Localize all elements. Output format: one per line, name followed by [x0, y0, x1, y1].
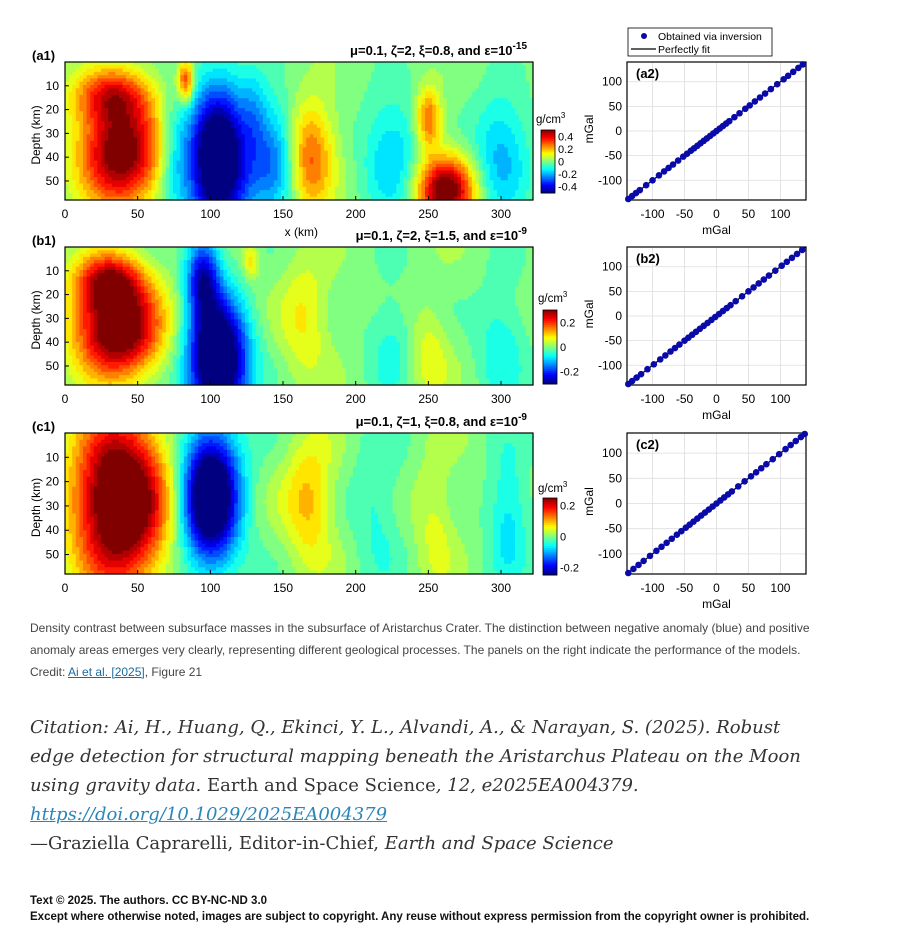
heatmap-panel-1	[29, 41, 577, 239]
heatmap-cells	[65, 62, 534, 201]
